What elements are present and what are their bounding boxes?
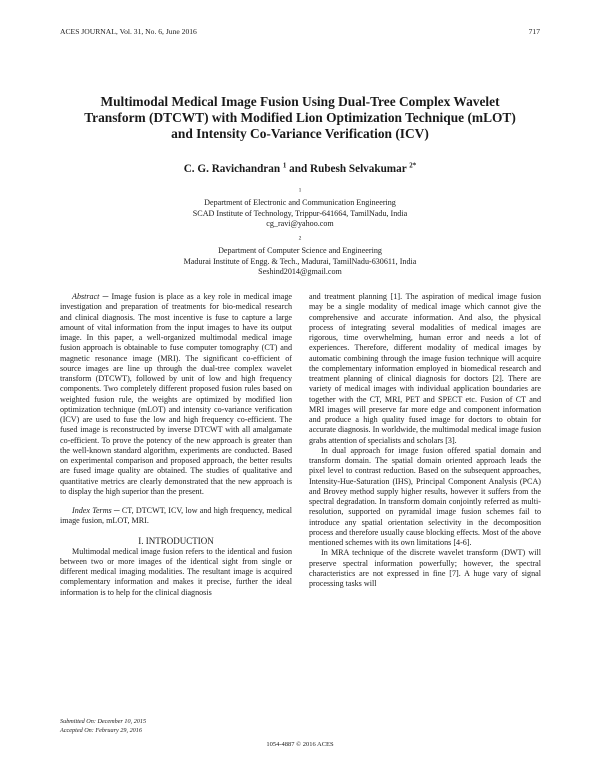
abstract [60,292,292,497]
author-name: C. G. Ravichandran [183,163,281,175]
abstract-text: Image fusion is place as a key role in medical image investigation and preparation of treatments for bio-medical research and clinical diagnosis. The most incentive is fuse to capture a large amount of vital information from the input images to have its output image. In this paper, a well-organized multimodal medical image fusion approach is obtainable to fuse computer tomography (CT) and magnetic resonance image (MRI). The significant co-efficient of source images are line up through the dual-tree complex wavelet transform (DTCWT), followed by unit of low and high frequency components. Two completely different proposed fusion rules based on weighted fusion rule, the weights are optimized by modified lion optimization technique (mLOT) and intensity co-variance verification (ICV) are used to fuse the low and high frequency co-efficient. The fused image is reconstructed by inverse DTCWT with all amalgamate co-efficient. To prove the potency of the new approach is greater than the well-known standard algorithm, experiments are conducted. Based on experimental comparison and proposed approach, the better results are fused image quality are obtained. The studies of qualitative and quantitative metrics are clearly demonstrated that the new approach is to display the high superior than the present. [60,292,292,496]
paper-title [60,94,540,142]
affiliation-department-text: Department of Electronic and Communication Engineering [204,198,396,208]
title-line: Transform (DTCWT) with Modified Lion Optimization Technique (mLOT) [84,110,516,125]
affiliation-department [60,236,540,257]
author-name: Rubesh Selvakumar [310,163,407,175]
section-heading-introduction: I. INTRODUCTION [138,535,214,546]
page-footer-copyright: 1054-4887 © 2016 ACES [266,741,334,748]
author-line [60,163,540,175]
affiliation-mark: 2 [298,235,302,242]
affiliation-email[interactable]: cg_ravi@yahoo.com [266,219,334,229]
introduction-paragraph: Multimodal medical image fusion refers to the identical and fusion between two or more images of the identical sight from single or different medical imaging modalities. The resultant image is acquired complementary information and makes it precise, further the ideal information is to help for the clinical diagnosis [60,546,292,597]
abstract-dash: ─ [99,292,112,301]
index-terms [60,506,292,527]
affiliation-department [60,188,540,209]
author-affiliation-mark: 1 [282,161,287,170]
title-line: Multimodal Medical Image Fusion Using Dual-Tree Complex Wavelet [100,94,500,109]
abstract-label: Abstract [72,292,100,301]
affiliation-block [60,236,540,278]
title-line: and Intensity Co-Variance Verification (ICV) [171,126,429,141]
right-column [309,292,541,589]
affiliation-department-text: Department of Computer Science and Engineering [218,246,382,256]
introduction-paragraph: In MRA technique of the discrete wavelet transform (DWT) will preserve spectral information powerfully; however, the spectral characteristics are not expressed in fine [7]. A huge vary of signal processing tasks will [309,548,541,588]
affiliation-email[interactable]: Seshind2014@gmail.com [258,267,342,277]
affiliation-institute: SCAD Institute of Technology, Trippur-641664, TamilNadu, India [192,208,408,218]
author-affiliation-mark: 2* [409,161,417,170]
running-header-journal: ACES JOURNAL, Vol. 31, No. 6, June 2016 [60,27,197,36]
page-number: 717 [528,27,540,36]
footnote-submitted: Submitted On: December 10, 2015 [60,718,147,725]
index-terms-text: CT, DTCWT, ICV, low and high frequency, medical image fusion, mLOT, MRI. [60,506,292,526]
affiliation-block [60,188,540,230]
affiliation-institute: Madurai Institute of Engg. & Tech., Madurai, TamilNadu-630611, India [183,256,417,266]
introduction-paragraph: In dual approach for image fusion offered spatial domain and transform domain. The spatial domain oriented approach leads the pixel level to contrast reduction. Based on the subsequent approaches, Intensity-Hue-Saturation (IHS), Principal Component Analysis (PCA) and Brovey method supply higher results, however it suffers from the spectral degradation. In transform domain conjointly referred as multi-resolution, supported on pyramidal image fusion schemes fail to introduce any spatial orientation selectivity in the decomposition process and therefore usually cause blocking effects. Most of the above mentioned schemes with its own limitations [4-6]. [309,445,541,547]
index-terms-label: Index Terms [72,506,112,515]
introduction-paragraph: and treatment planning [1]. The aspiration of medical image fusion may be a single modality of medical image which cannot give the comprehensive and accurate information. And also, the physical process of integrating several modalities of medical images are rigorous, time overwhelming, human error and needs a lot of experiences. Therefore, different modality of medical images by automatic combining through the image fusion technique will acquire the complementary information employed in biomedical research and treatment planning of clinical diagnosis for doctors [2]. There are variety of medical images with individual application boundaries are together with the CT, MRI, PET and SPECT etc. Fusion of CT and MRI images will preserve far more edge and component information and produce a high quality fused image for doctors to obtain for accurate diagnosis. In worldwide, the multimodal medical image fusion grabs attention of specialists and scholars [3]. [309,292,541,445]
left-column [60,292,292,598]
author-joiner: and [289,163,308,175]
affiliation-mark: 1 [298,187,302,194]
footnote-accepted: Accepted On: February 29, 2016 [60,727,142,734]
index-terms-dash: ─ [111,506,122,515]
